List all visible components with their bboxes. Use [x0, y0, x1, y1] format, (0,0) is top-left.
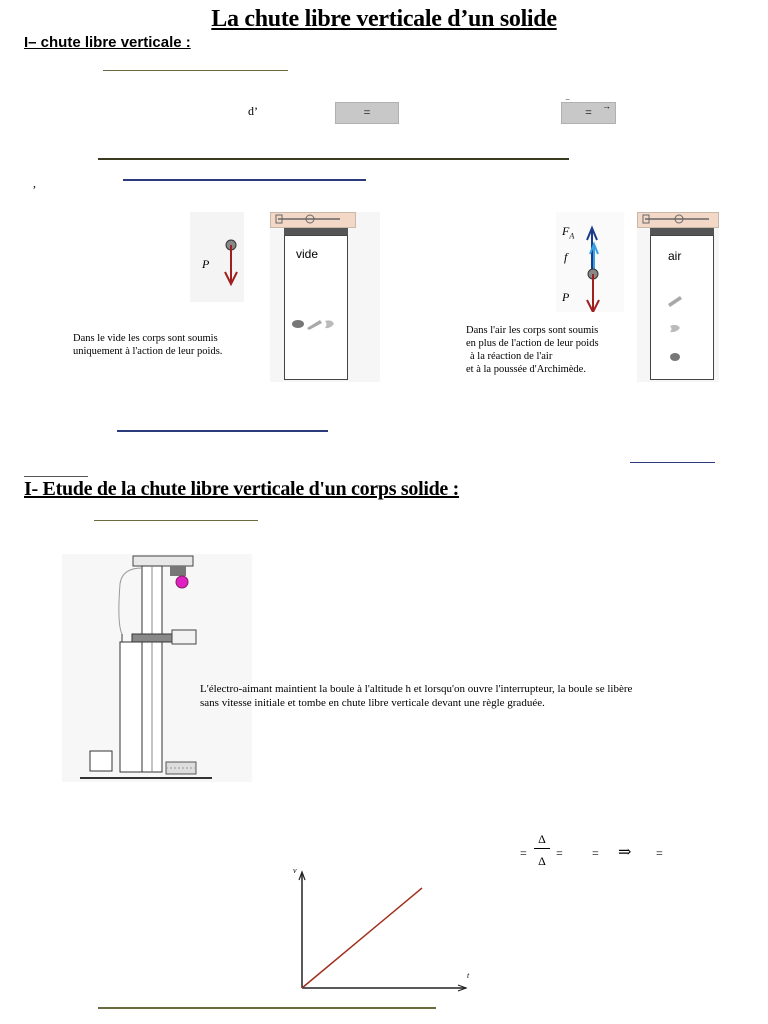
free-fall-apparatus [62, 554, 252, 782]
formula-box: = [335, 102, 399, 124]
vector-label-P: P [202, 257, 210, 271]
implies-arrow: ⇒ [618, 844, 632, 861]
arrow-mark: → [602, 101, 611, 111]
blank-line [24, 476, 88, 477]
falling-objects-icon [290, 317, 340, 331]
caption-line: et à la poussée d'Archimède. [466, 364, 586, 375]
caption-air [466, 324, 599, 376]
section-heading-1: I– chute libre verticale : [24, 34, 191, 51]
tube-cap [284, 228, 348, 235]
vector-label-FA [562, 224, 574, 240]
tube-label-vide: vide [296, 247, 319, 261]
velocity-time-graph [290, 866, 480, 992]
bar-mark: ‾ [566, 100, 570, 111]
fraction-numerator: Δ [538, 832, 546, 846]
fraction-denominator: Δ [538, 854, 546, 868]
section-heading-2: I- Etude de la chute libre verticale d'un corps solide : [24, 478, 460, 500]
caption-line: en plus de l'action de leur poids [466, 338, 599, 349]
vector-subscript-A: A [569, 231, 575, 241]
weight-vector-diagram [190, 212, 244, 302]
x-axis-label: t [467, 971, 470, 980]
description-line: sans vitesse initiale et tombe en chute libre verticale devant une règle graduée. [200, 697, 545, 709]
tube-cap [650, 228, 714, 235]
blank-line [103, 70, 288, 71]
page-title: La chute libre verticale d’un solide [211, 6, 557, 32]
equals-sign: = [556, 846, 563, 860]
apparatus-figure [62, 554, 252, 782]
y-axis-label: v [293, 866, 297, 875]
description-line: L'électro-aimant maintient la boule à l'altitude h et lorsqu'on ouvre l'interrupteur, la boule se libère [200, 683, 633, 695]
letter-d: d’ [248, 104, 258, 118]
experiment-description [200, 682, 632, 710]
graph-canvas [290, 866, 480, 992]
force-diagram-air [556, 212, 624, 312]
blank-line [98, 158, 569, 160]
caption-vide [73, 332, 222, 358]
blank-line [630, 462, 715, 463]
tube-figure-air [637, 212, 719, 382]
caption-line: Dans l'air les corps sont soumis [466, 325, 599, 336]
force-diagram-vide [190, 212, 244, 302]
caption-line: Dans le vide les corps sont soumis [73, 333, 218, 344]
falling-objects-icon [665, 294, 689, 364]
vector-label-F: F [562, 224, 570, 238]
blank-line [117, 430, 328, 432]
vector-label-P: P [562, 290, 570, 304]
valve-icon [274, 213, 344, 225]
blank-line [94, 520, 258, 521]
valve-icon [641, 213, 713, 225]
blank-line [98, 1007, 436, 1009]
blank-line [123, 179, 366, 181]
tube-figure-vide [270, 212, 380, 382]
velocity-line [302, 888, 422, 988]
fraction-bar [534, 848, 550, 849]
equals-sign: = [520, 846, 527, 860]
equals-sign: = [592, 846, 599, 860]
caption-line: à la réaction de l'air [470, 351, 553, 362]
equals-sign: = [656, 846, 663, 860]
acceleration-formula [520, 832, 700, 872]
tube-label-air: air [668, 249, 682, 263]
vector-formula-box [561, 102, 616, 124]
equals-sign: = [585, 105, 592, 119]
caption-line: uniquement à l'action de leur poids. [73, 346, 223, 357]
comma-mark: , [33, 176, 36, 190]
vector-label-f: f [564, 250, 568, 264]
